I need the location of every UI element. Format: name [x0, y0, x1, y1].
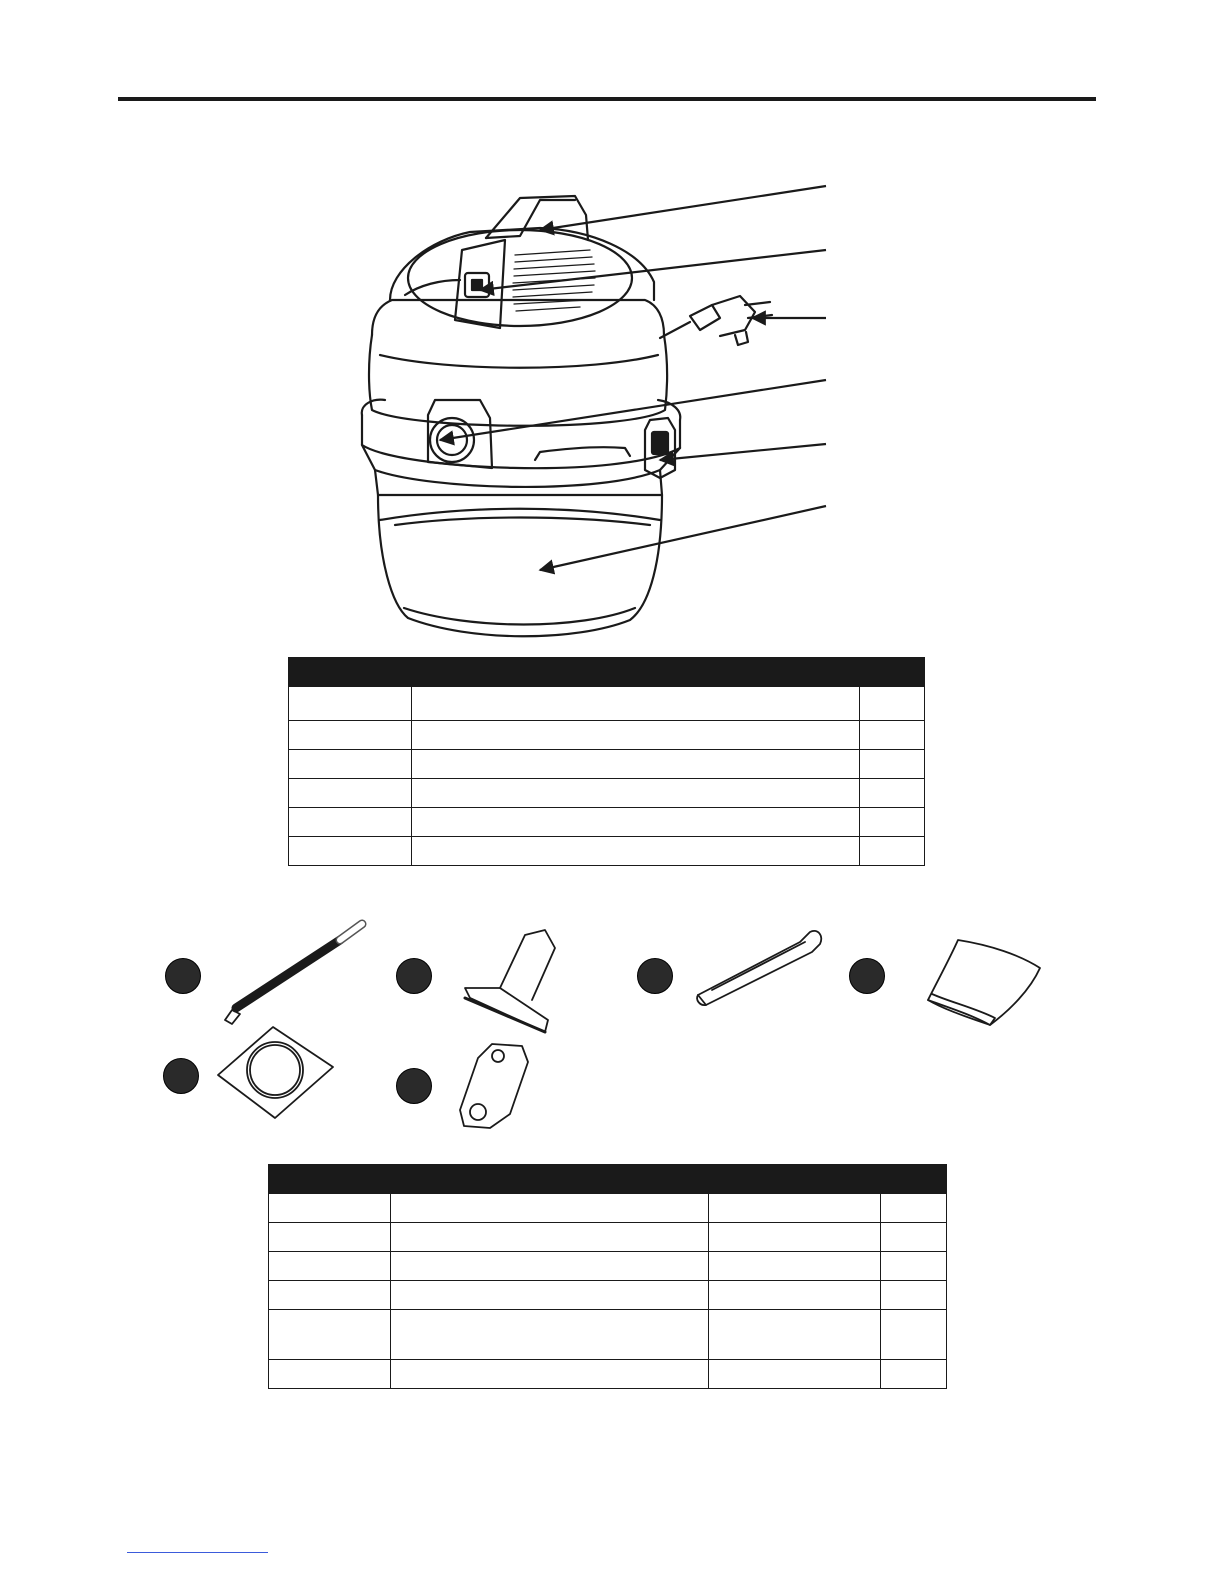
accessory-no	[269, 1310, 391, 1360]
accessory-name	[391, 1281, 709, 1310]
accessory-badge	[165, 958, 201, 994]
crevice-tool-icon	[697, 931, 821, 1005]
filter-ring-icon	[218, 1027, 333, 1118]
hose-holder-icon	[460, 1044, 528, 1128]
accessory-qty	[881, 1310, 947, 1360]
motor-head-icon	[369, 228, 667, 426]
part-name	[412, 750, 860, 779]
table-row	[269, 1194, 947, 1223]
filter-bag-icon	[928, 940, 1040, 1025]
accessory-qty	[881, 1223, 947, 1252]
accessory-qty	[881, 1252, 947, 1281]
part-no	[289, 837, 412, 866]
power-cord-icon	[660, 296, 772, 345]
part-no	[289, 687, 412, 721]
accessory-badge	[396, 1068, 432, 1104]
accessory-model	[709, 1223, 881, 1252]
accessory-badge	[849, 958, 885, 994]
accessory-model	[709, 1252, 881, 1281]
callout-hose-port	[440, 380, 826, 440]
callout-canister	[540, 506, 826, 570]
table-row	[289, 721, 925, 750]
accessory-name	[391, 1360, 709, 1389]
table-row	[269, 1360, 947, 1389]
part-no	[289, 779, 412, 808]
table-row	[289, 808, 925, 837]
accessory-model	[709, 1360, 881, 1389]
accessory-model	[709, 1281, 881, 1310]
part-qty	[860, 721, 925, 750]
accessories-table	[268, 1164, 947, 1389]
table-row	[269, 1252, 947, 1281]
callout-latch	[660, 444, 826, 460]
accessory-qty	[881, 1194, 947, 1223]
table-row	[269, 1281, 947, 1310]
accessories-table-header	[269, 1165, 947, 1194]
table-row	[289, 750, 925, 779]
utility-nozzle-icon	[465, 930, 555, 1032]
accessory-name	[391, 1310, 709, 1360]
hose-icon	[225, 924, 362, 1024]
accessory-no	[269, 1360, 391, 1389]
part-qty	[860, 750, 925, 779]
accessory-qty	[881, 1360, 947, 1389]
latch-band-icon	[362, 400, 680, 495]
accessory-qty	[881, 1281, 947, 1310]
table-row	[289, 779, 925, 808]
table-row	[289, 837, 925, 866]
part-name	[412, 808, 860, 837]
accessory-name	[391, 1223, 709, 1252]
canister-icon	[378, 495, 662, 636]
part-no	[289, 721, 412, 750]
part-name	[412, 837, 860, 866]
footer-link-underline[interactable]	[127, 1552, 268, 1553]
accessory-model	[709, 1194, 881, 1223]
accessory-name	[391, 1194, 709, 1223]
part-name	[412, 687, 860, 721]
part-name	[412, 721, 860, 750]
part-qty	[860, 837, 925, 866]
accessory-name	[391, 1252, 709, 1281]
accessory-badge	[637, 958, 673, 994]
accessory-no	[269, 1281, 391, 1310]
part-no	[289, 808, 412, 837]
part-name	[412, 779, 860, 808]
accessory-model	[709, 1310, 881, 1360]
part-qty	[860, 808, 925, 837]
accessory-badge	[396, 958, 432, 994]
parts-table-header	[289, 658, 925, 687]
parts-table	[288, 657, 925, 866]
part-qty	[860, 687, 925, 721]
table-row	[269, 1223, 947, 1252]
accessory-badge	[163, 1058, 199, 1094]
part-qty	[860, 779, 925, 808]
table-row	[269, 1310, 947, 1360]
part-no	[289, 750, 412, 779]
accessory-no	[269, 1252, 391, 1281]
table-row	[289, 687, 925, 721]
accessory-no	[269, 1223, 391, 1252]
accessory-no	[269, 1194, 391, 1223]
